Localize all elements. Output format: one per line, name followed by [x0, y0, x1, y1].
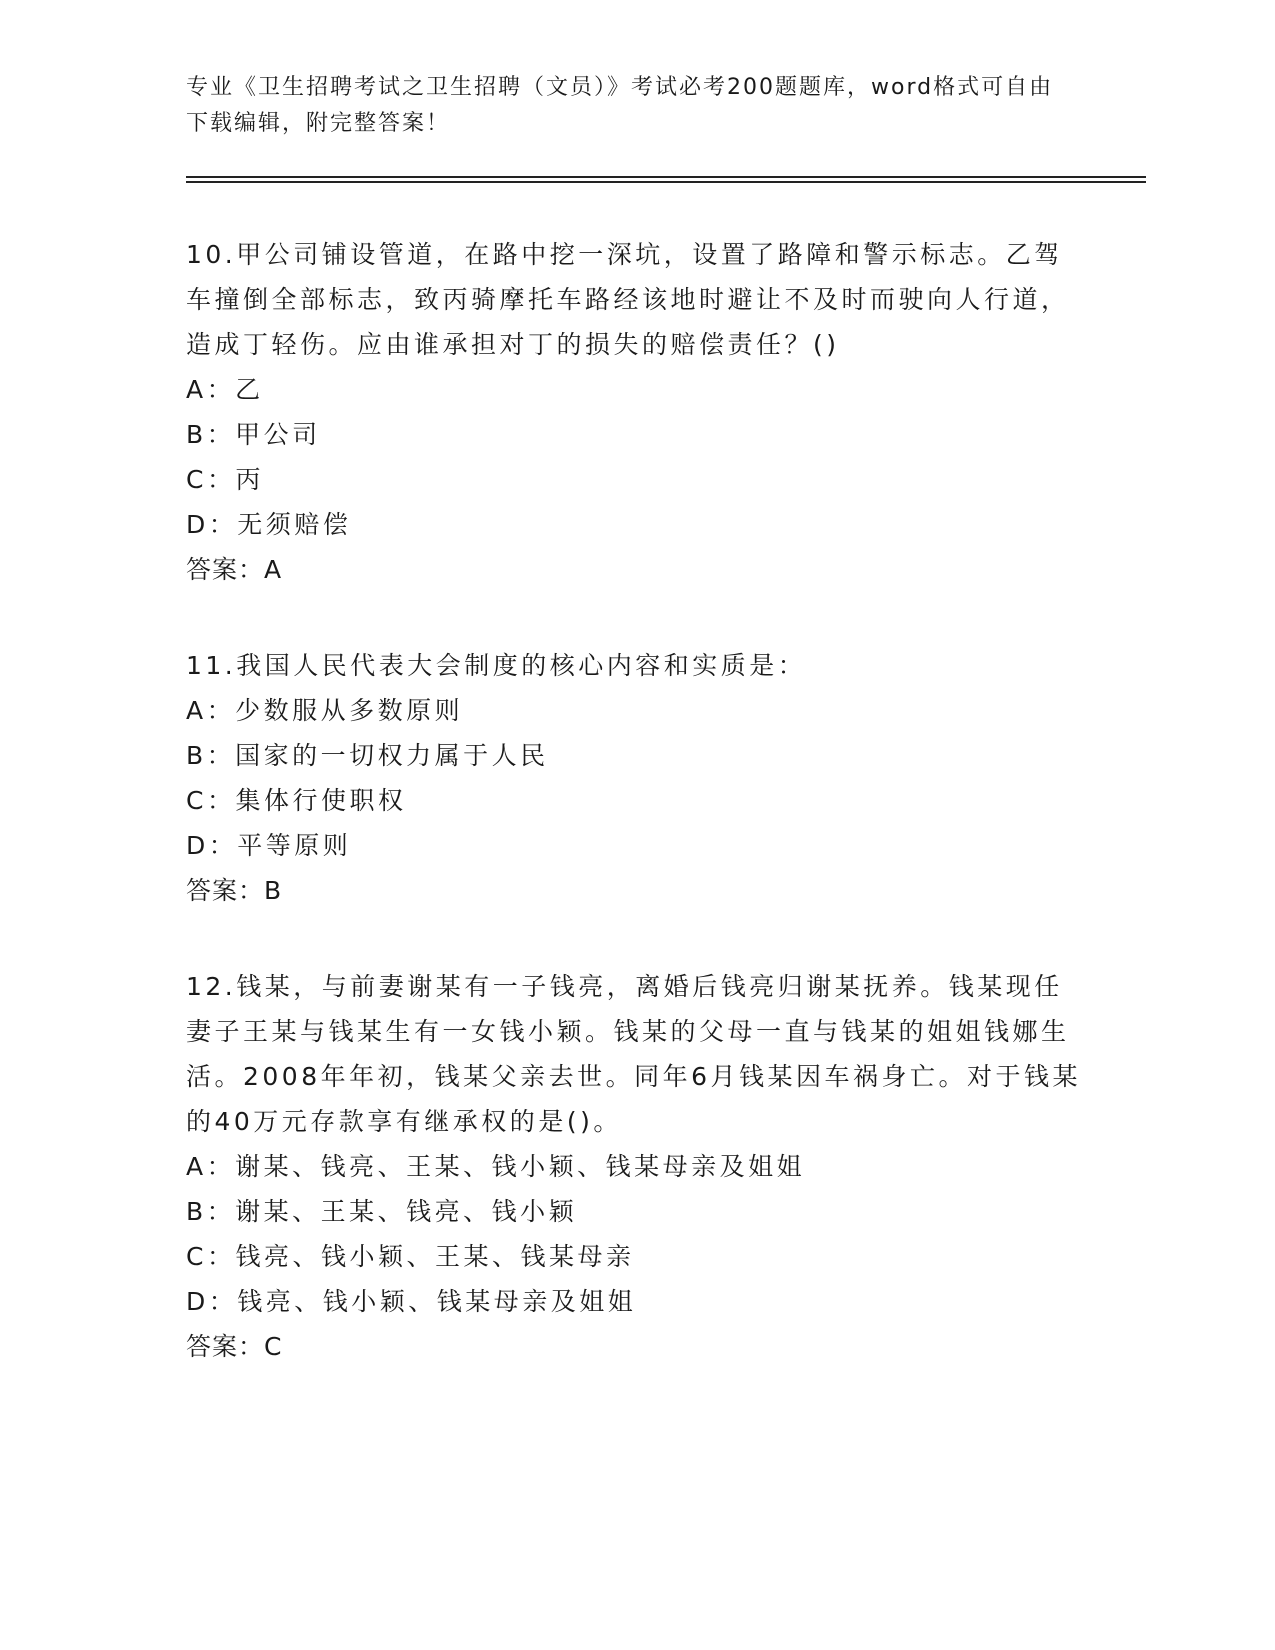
option-d: D：平等原则 [186, 831, 352, 860]
header-divider-bottom [186, 181, 1146, 183]
question-11 [186, 643, 1086, 913]
option-b: B：谢某、王某、钱亮、钱小颖 [186, 1197, 578, 1226]
option-b: B：国家的一切权力属于人民 [186, 741, 549, 770]
option-c: C：丙 [186, 465, 264, 494]
document-header: 专业《卫生招聘考试之卫生招聘（文员）》考试必考200题题库，word格式可自由下载编辑，附完整答案！ [186, 75, 1054, 136]
option-c: C：集体行使职权 [186, 786, 407, 815]
question-stem: 11.我国人民代表大会制度的核心内容和实质是： [186, 651, 807, 680]
option-a: A：乙 [186, 375, 264, 404]
question-10 [186, 232, 1086, 592]
answer-line: 答案：C [186, 1332, 283, 1361]
answer-line: 答案：A [186, 555, 283, 584]
option-a: A：谢某、钱亮、王某、钱小颖、钱某母亲及姐姐 [186, 1152, 806, 1181]
question-stem: 12.钱某，与前妻谢某有一子钱亮，离婚后钱亮归谢某抚养。钱某现任妻子王某与钱某生有一女钱小颖。钱某的父母一直与钱某的姐姐钱娜生活。2008年年初，钱某父亲去世。同年6月钱某因车祸身亡。对于钱某的40万元存款享有继承权的是()。 [186, 972, 1082, 1136]
question-12 [186, 964, 1086, 1369]
option-d: D：无须赔偿 [186, 510, 352, 539]
option-a: A：少数服从多数原则 [186, 696, 464, 725]
option-d: D：钱亮、钱小颖、钱某母亲及姐姐 [186, 1287, 637, 1316]
answer-line: 答案：B [186, 876, 283, 905]
header-divider-top [186, 176, 1146, 178]
question-stem: 10.甲公司铺设管道，在路中挖一深坑，设置了路障和警示标志。乙驾车撞倒全部标志，致丙骑摩托车路经该地时避让不及时而驶向人行道，造成丁轻伤。应由谁承担对丁的损失的赔偿责任？() [186, 240, 1070, 359]
option-c: C：钱亮、钱小颖、王某、钱某母亲 [186, 1242, 635, 1271]
option-b: B：甲公司 [186, 420, 321, 449]
